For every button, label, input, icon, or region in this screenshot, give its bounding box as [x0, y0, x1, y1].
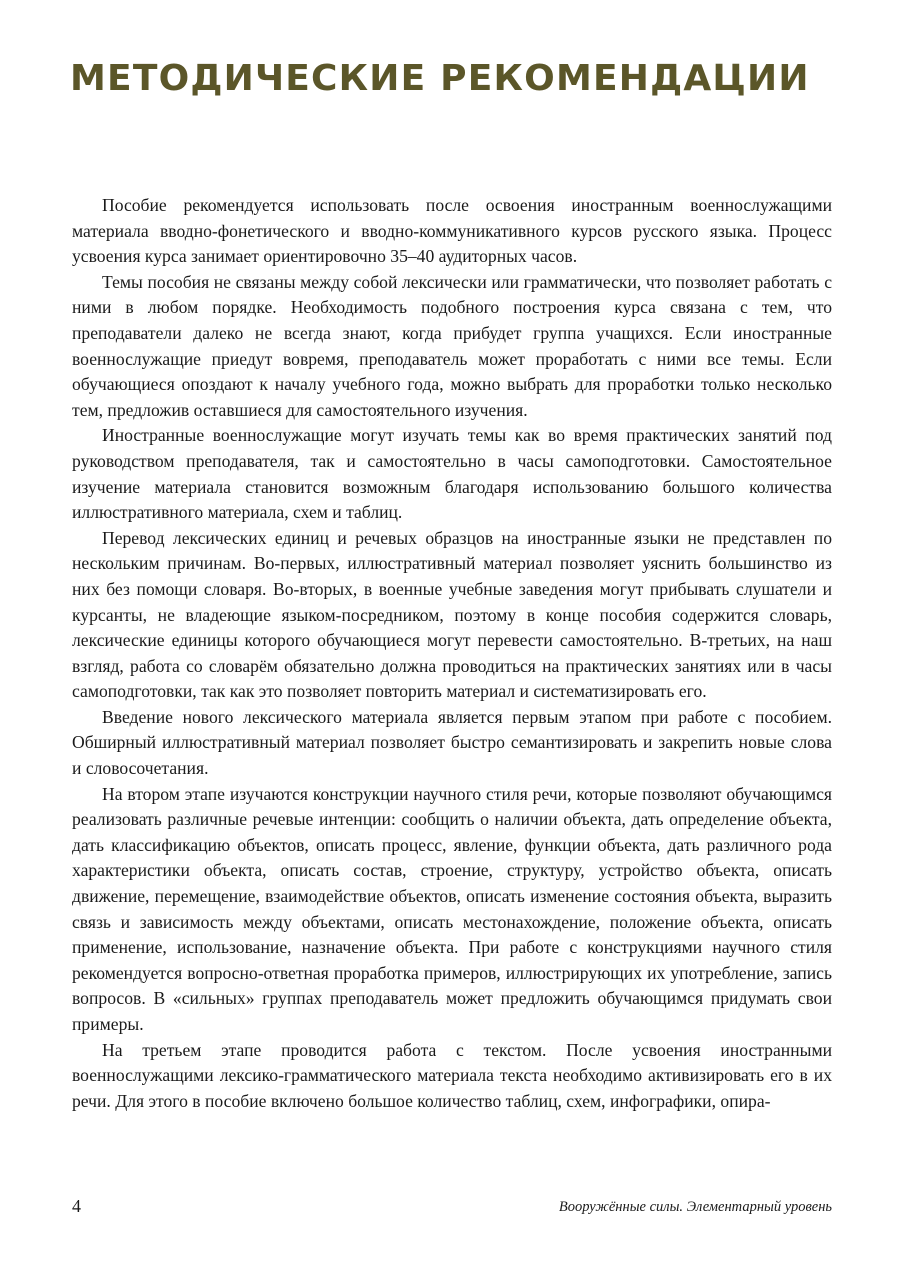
- paragraph: На третьем этапе проводится работа с текстом. После усвоения иностранными военнослужащими лексико-грамматического материала текста необходимо активизировать его в их речи. Для этого в пособие включено большое количество таблиц, схем, инфографики, опира-: [72, 1039, 832, 1111]
- paragraph: Темы пособия не связаны между собой лексически или грамматически, что позволяет работать с ними в любом порядке. Необходимость подобного построения курса связана с тем, что преподаватели далеко не всегда знают, когда прибудет группа учащихся. Если иностранные военнослужащие приедут вовремя, преподаватель может проработать с ними все темы. Если обучающиеся опоздают к началу учебного года, можно выбрать для проработки только несколько тем, предложив оставшиеся для самостоятельного изучения.: [72, 271, 832, 420]
- paragraph: Пособие рекомендуется использовать после освоения иностранным военнослужащими материала вводно-фонетического и вводно-коммуникативного курсов русского языка. Процесс усвоения курса занимает ориентировочно 35–40 аудиторных часов.: [72, 195, 832, 267]
- paragraph: На втором этапе изучаются конструкции научного стиля речи, которые позволяют обучающимся реализовать различные речевые интенции: сообщить о наличии объекта, дать определение объекта, дать классификацию объектов, описать процесс, явление, функции объекта, дать различного рода характеристики объекта, описать состав, строение, структуру, устройство объекта, описать движение, перемещение, взаимодействие объектов, описать изменение состояния объекта, выразить связь и зависимость между объектами, описать местонахождение, положение объекта, описать применение, использование, назначение объекта. При работе с конструкциями научного стиля рекомендуется вопросно-ответная проработка примеров, иллюстрирующих их употребление, запись вопросов. В «сильных» группах преподаватель может предложить обучающимся придумать свои примеры.: [72, 783, 832, 1034]
- running-footer-title: Вооружённые силы. Элементарный уровень: [558, 1199, 832, 1215]
- page-number: 4: [72, 1196, 81, 1216]
- paragraph: Иностранные военнослужащие могут изучать темы как во время практических занятий под руководством преподавателя, так и самостоятельно в часы самоподготовки. Самостоятельное изучение материала становится возможным благодаря использованию большого количества иллюстративного материала, схем и таблиц.: [72, 425, 832, 523]
- body-text: [72, 193, 832, 1114]
- page-title: МЕТОДИЧЕСКИЕ РЕКОМЕНДАЦИИ: [70, 58, 810, 99]
- paragraph: Введение нового лексического материала является первым этапом при работе с пособием. Обширный иллюстративный материал позволяет быстро семантизировать и закрепить новые слова и словосочетания.: [72, 706, 832, 779]
- paragraph: Перевод лексических единиц и речевых образцов на иностранные языки не представлен по нескольким причинам. Во-первых, иллюстративный материал позволяет уяснить большинство из них без помощи словаря. Во-вторых, в военные учебные заведения могут прибывать слушатели и курсанты, не владеющие языком-посредником, поэтому в конце пособия содержится словарь, лексические единицы которого обучающиеся могут перевести самостоятельно. В-третьих, на наш взгляд, работа со словарём обязательно должна проводиться на практических занятиях или в часы самоподготовки, так как это позволяет повторить материал и систематизировать его.: [72, 527, 832, 702]
